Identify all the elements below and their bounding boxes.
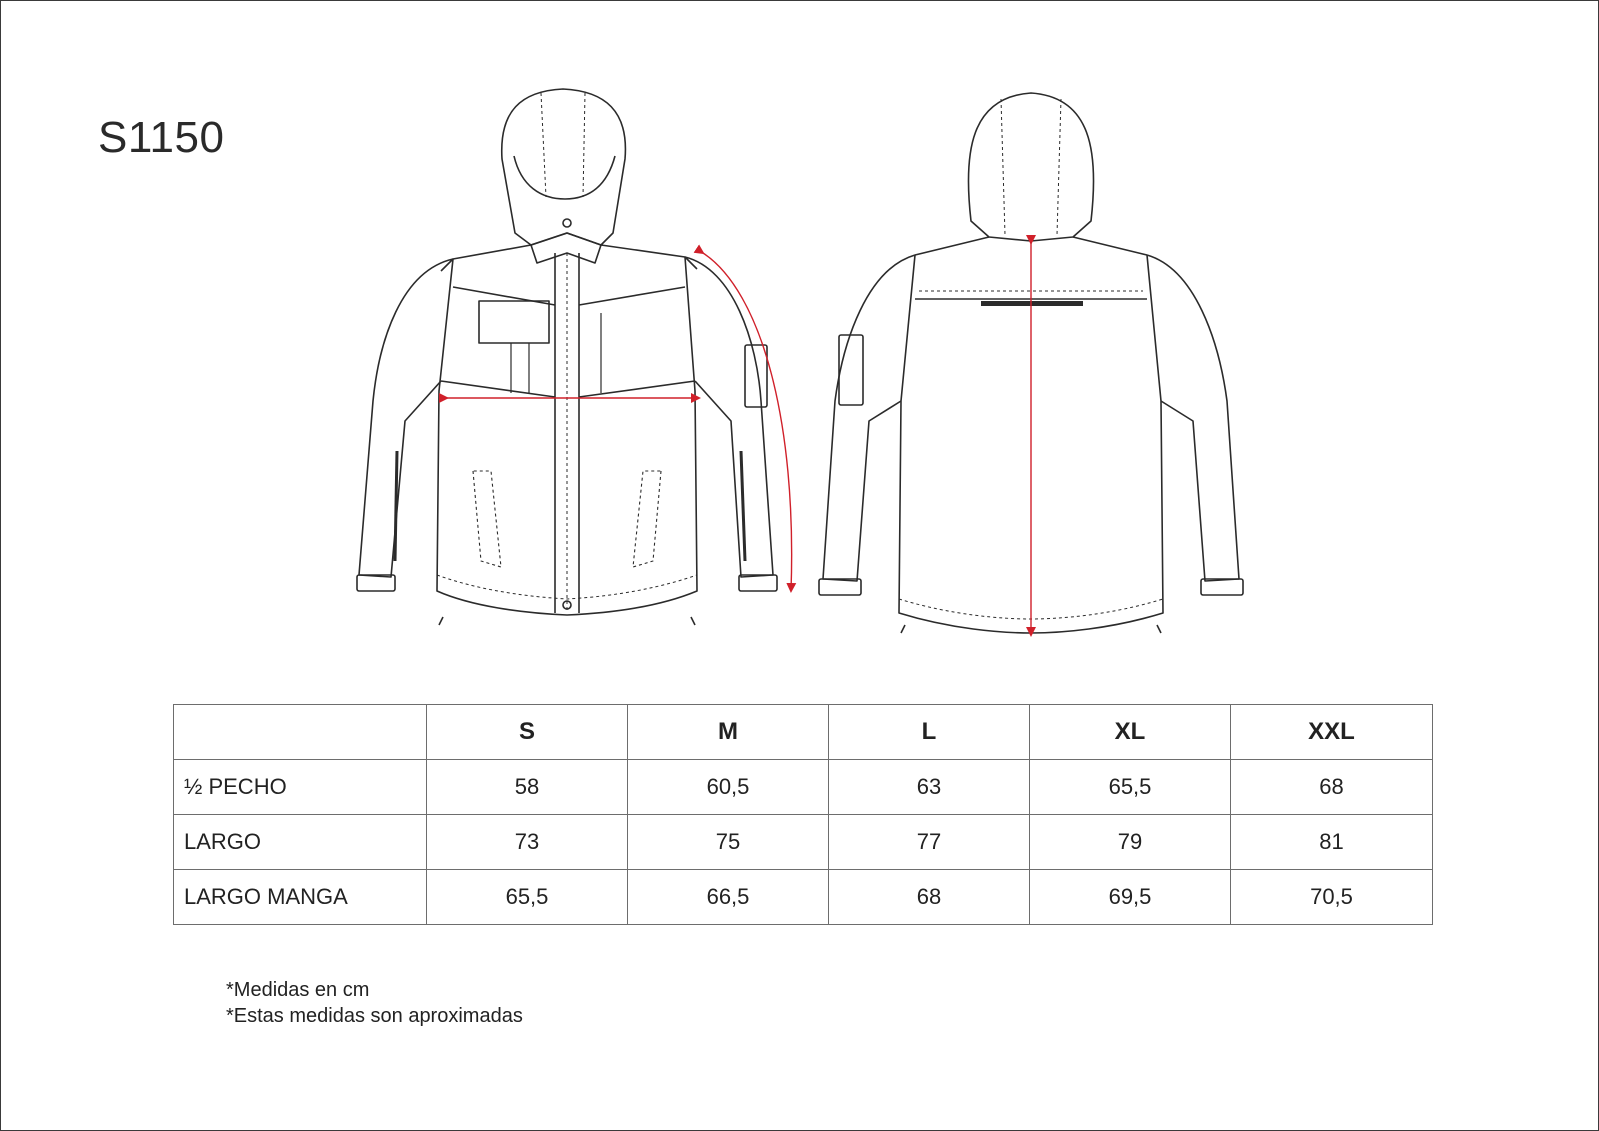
table-cell: 65,5 xyxy=(427,870,628,925)
table-cell: 79 xyxy=(1030,815,1231,870)
header-size-m: M xyxy=(628,705,829,760)
jacket-technical-drawing xyxy=(1,1,1599,691)
table-cell: 68 xyxy=(1231,760,1433,815)
header-size-s: S xyxy=(427,705,628,760)
table-row xyxy=(174,760,1433,815)
footnote-units: *Medidas en cm xyxy=(226,979,370,1001)
sleeve-length-arrow xyxy=(703,253,792,591)
table-cell: 58 xyxy=(427,760,628,815)
model-code: S1150 xyxy=(98,113,225,162)
row-label: LARGO MANGA xyxy=(174,870,427,925)
size-header-row xyxy=(174,705,1433,760)
header-empty xyxy=(174,705,427,760)
header-size-l: L xyxy=(829,705,1030,760)
table-cell: 70,5 xyxy=(1231,870,1433,925)
table-cell: 68 xyxy=(829,870,1030,925)
table-cell: 73 xyxy=(427,815,628,870)
table-cell: 75 xyxy=(628,815,829,870)
table-cell: 69,5 xyxy=(1030,870,1231,925)
table-cell: 60,5 xyxy=(628,760,829,815)
footnote-approximate: *Estas medidas son aproximadas xyxy=(226,1005,523,1027)
jacket-front-view xyxy=(357,89,777,625)
table-cell: 77 xyxy=(829,815,1030,870)
table-cell: 66,5 xyxy=(628,870,829,925)
row-label: LARGO xyxy=(174,815,427,870)
footnotes xyxy=(226,977,523,1029)
table-row xyxy=(174,815,1433,870)
table-cell: 63 xyxy=(829,760,1030,815)
size-table xyxy=(173,704,1433,925)
header-size-xl: XL xyxy=(1030,705,1231,760)
table-cell: 81 xyxy=(1231,815,1433,870)
table-row xyxy=(174,870,1433,925)
table-cell: 65,5 xyxy=(1030,760,1231,815)
header-size-xxl: XXL xyxy=(1231,705,1433,760)
row-label: ½ PECHO xyxy=(174,760,427,815)
